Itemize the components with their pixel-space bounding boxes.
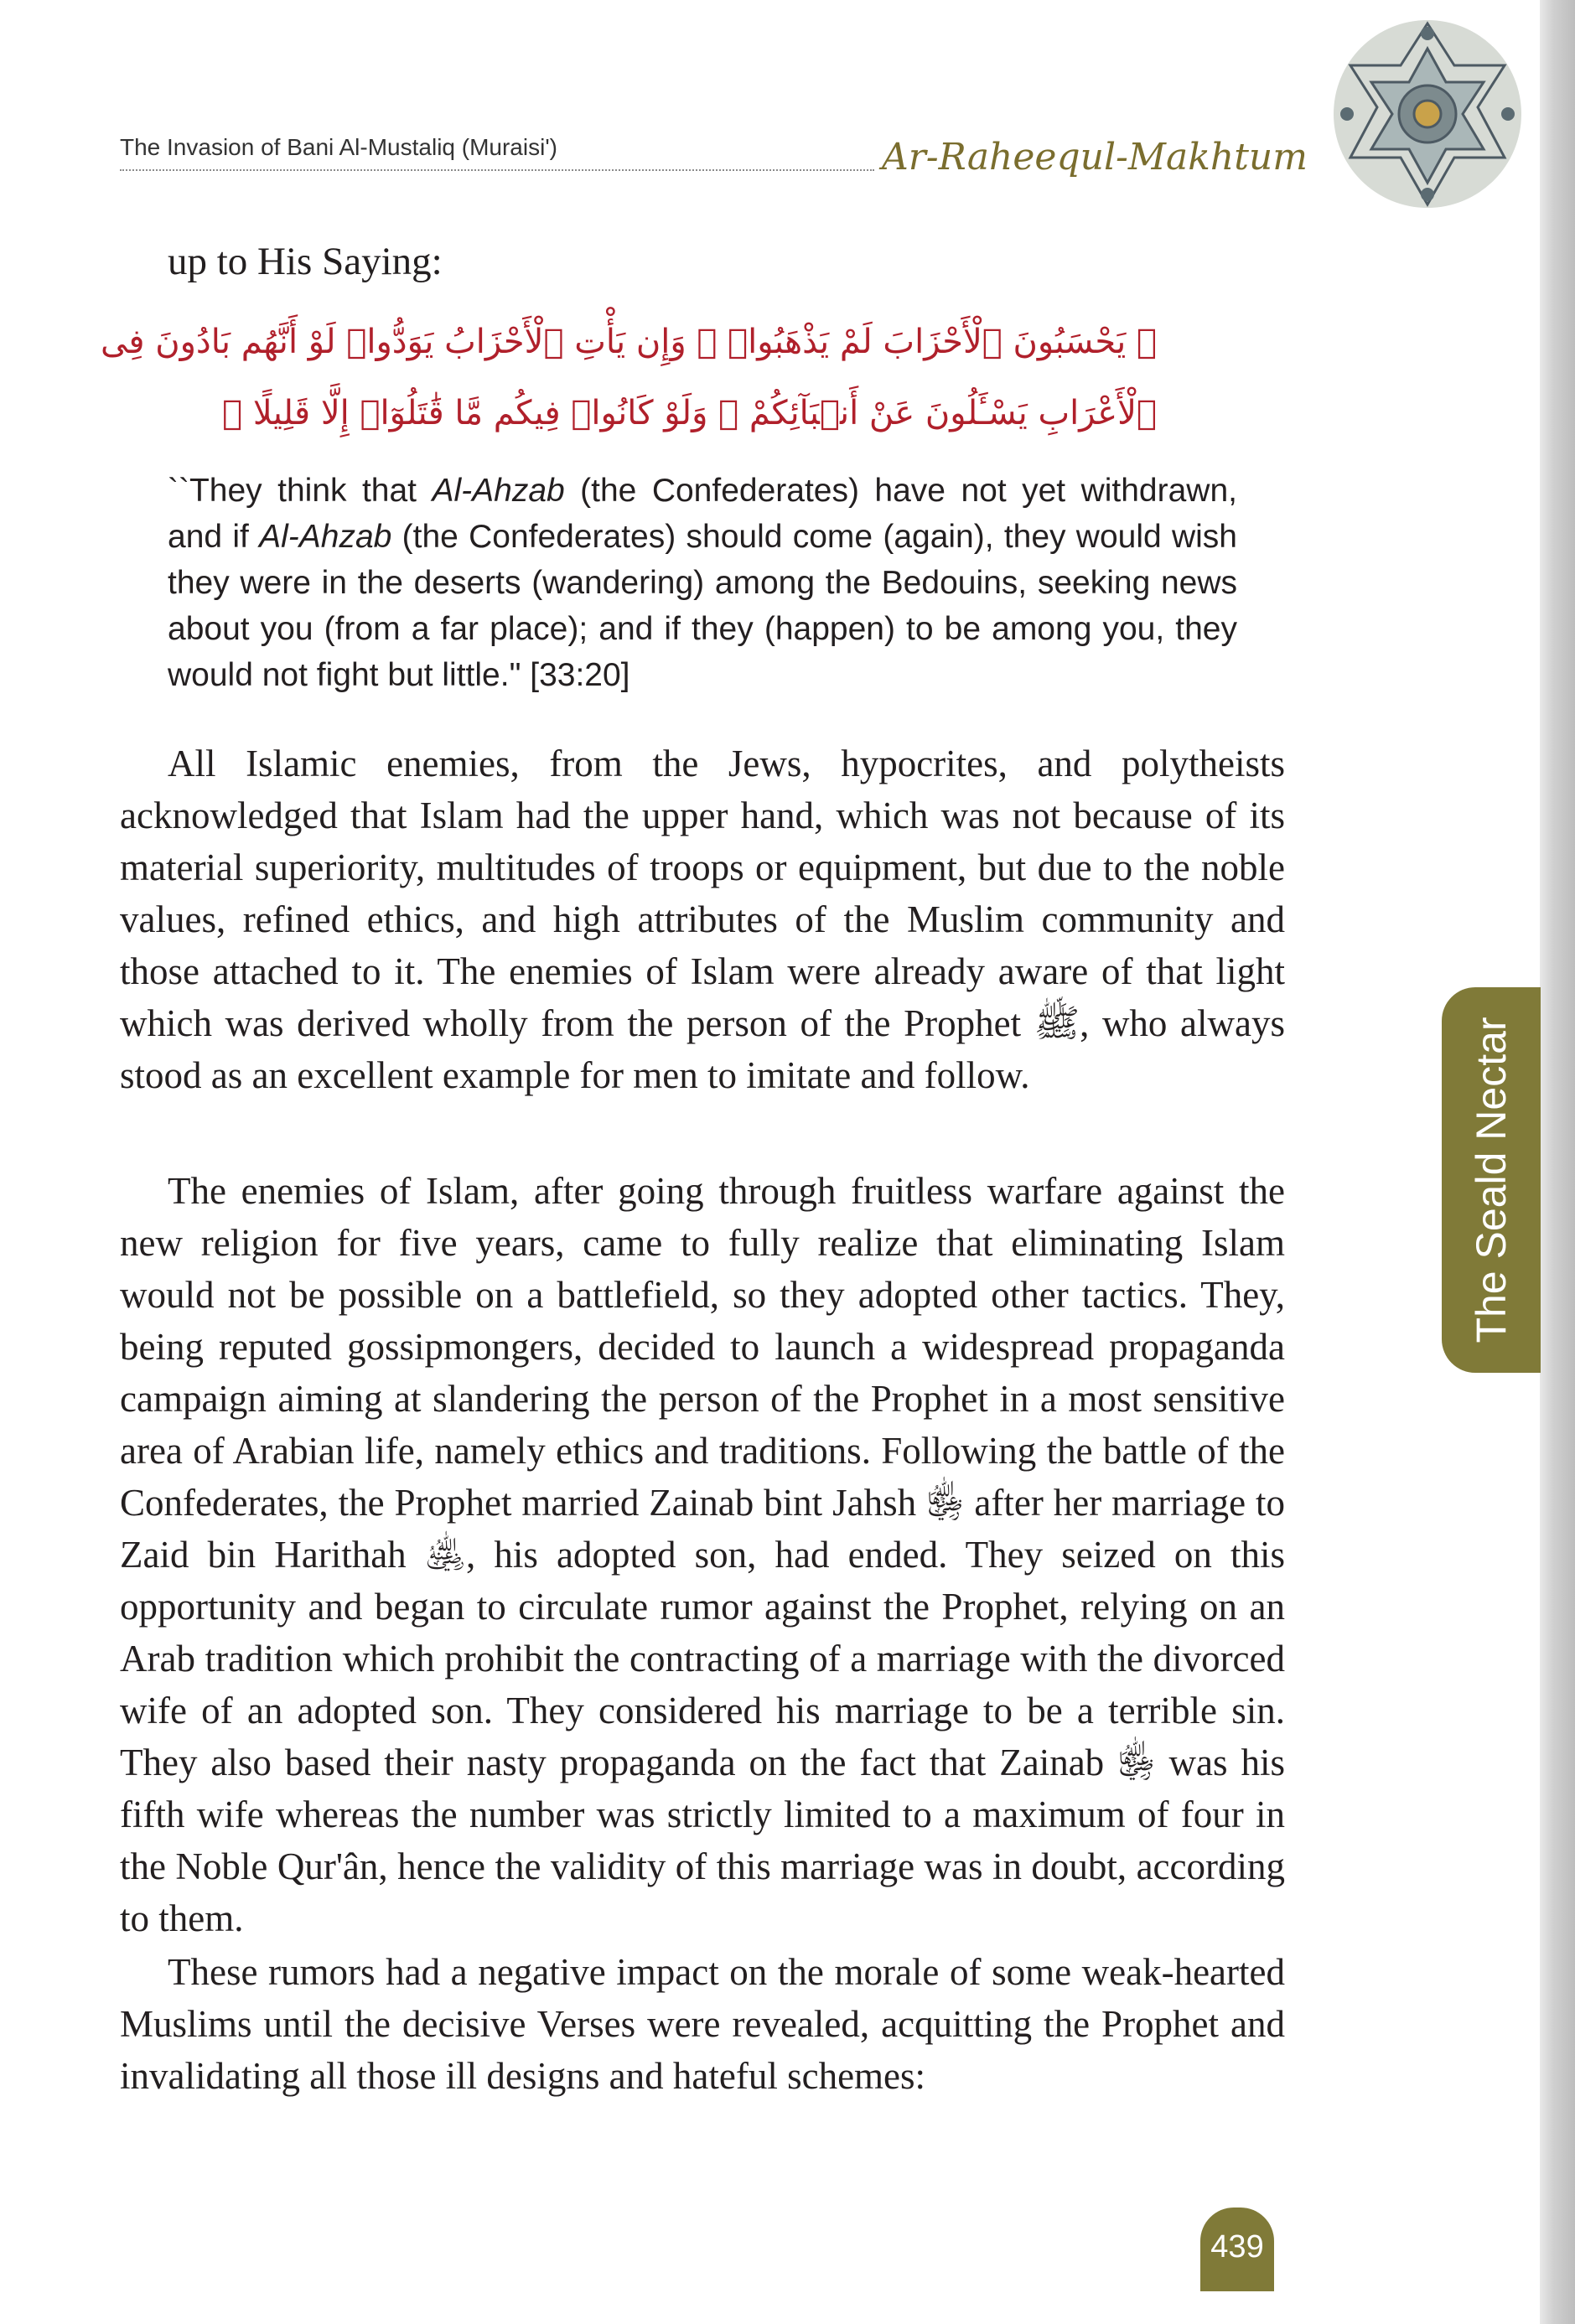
paragraph-3 <box>120 1946 1285 2102</box>
page-number: 439 <box>1210 2229 1264 2264</box>
verse-translation <box>168 468 1237 698</box>
intro-line: up to His Saying: <box>168 240 443 283</box>
running-title: The Invasion of Bani Al-Mustaliq (Muraisi') <box>120 134 557 160</box>
header-divider <box>120 169 874 171</box>
paragraph-text: All Islamic enemies, from the Jews, hypocrites, and polytheists acknowledged that Islam had the upper hand, which was not because of its material superiority, multitudes of troops or equipment, but due to the noble values, refined ethics, and high attributes of the Muslim community and those attached to it. The enemies of Islam were already aware of that light which was derived wholly from the person of the Prophet ﷺ, who always stood as an excellent example for men to imitate and follow. <box>120 743 1285 1096</box>
ornament-icon <box>1329 15 1526 213</box>
book-title: Ar-Raheequl-Makhtum <box>882 136 1308 179</box>
translation-italic-1: Al-Ahzab <box>432 473 565 509</box>
paragraph-text: The enemies of Islam, after going through fruitless warfare against the new religion for five years, came to fully realize that eliminating Islam would not be possible on a battlefield, so they adopted other tactics. They, being reputed gossipmongers, decided to launch a widespread propaganda campaign aiming at slandering the person of the Prophet in a most sensitive area of Arabian life, namely ethics and traditions. Following the battle of the Confederates, the Prophet married Zainab bint Jahsh ﵂ after her marriage to Zaid bin Harithah ﵁, his adopted son, had ended. They seized on this opportunity and began to circulate rumor against the Prophet, relying on an Arab tradition which prohibit the contracting of a marriage with the divorced wife of an adopted son. They considered his marriage to be a terrible sin. They also based their nasty propaganda on the fact that Zainab ﵂ was his fifth wife whereas the number was strictly limited to a maximum of four in the Noble Qur'ân, hence the validity of this marriage was in doubt, according to them. <box>120 1170 1285 1939</box>
paragraph-2 <box>120 1165 1285 1944</box>
page-edge-shadow <box>1540 0 1575 2324</box>
translation-part-1: ``They think that <box>168 473 433 509</box>
translation-part-3: (the Confederates) should come (again), they would wish they were in the deserts (wandering) among the Bedouins, seeking news about you (from a far place); and if they (happen) to be among you, they would not fight but little." [33:20] <box>168 519 1237 693</box>
paragraph-text: These rumors had a negative impact on the morale of some weak-hearted Muslims until the decisive Verses were revealed, acquitting the Prophet and invalidating all those ill designs and hateful schemes: <box>120 1951 1285 2097</box>
arabic-verse-line-1: ﴿ يَحْسَبُونَ ٱلْأَحْزَابَ لَمْ يَذْهَبُوا۟ ۖ وَإِن يَأْتِ ٱلْأَحْزَابُ يَوَدُّوا۟ لَوْ أَنَّهُم بَادُونَ فِى <box>101 323 1157 361</box>
arabic-verse-line-2: ٱلْأَعْرَابِ يَسْـَٔلُونَ عَنْ أَنۢبَآئِكُمْ ۖ وَلَوْ كَانُوا۟ فِيكُم مَّا قَٰتَلُوٓا۟ إِلَّا قَلِيلًا ﴾ <box>222 394 1157 432</box>
paragraph-1 <box>120 738 1285 1101</box>
translation-italic-2: Al-Ahzab <box>259 519 392 555</box>
translation-part-2: (the Confederates) have not yet withdrawn, and if <box>168 473 1237 555</box>
side-tab-label: The Seald Nectar <box>1468 1017 1515 1343</box>
